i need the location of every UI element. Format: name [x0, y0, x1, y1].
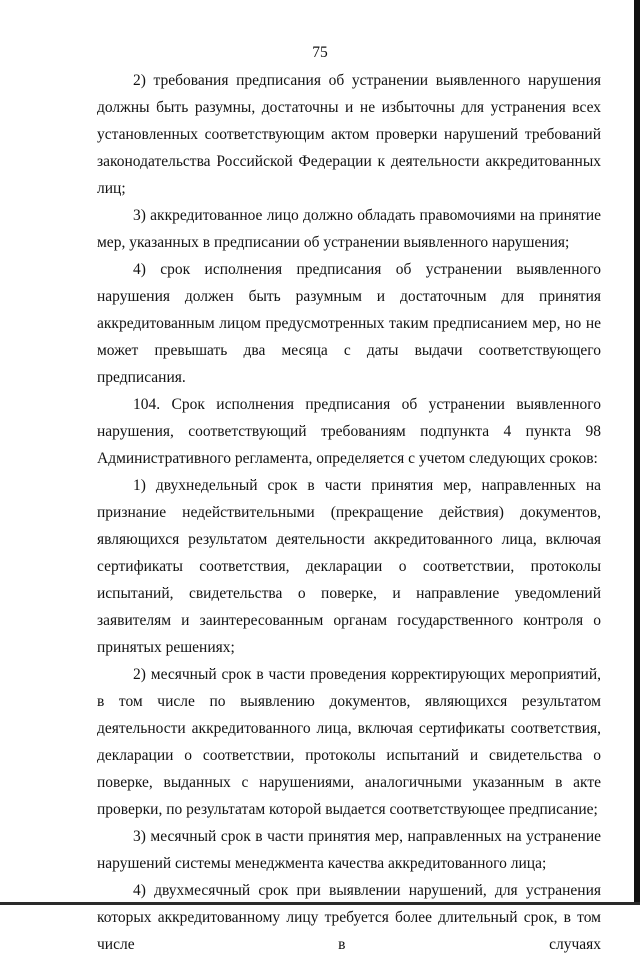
paragraph-requirements-item-2: 2) требования предписания об устранении выявленного нарушения должны быть разумны, достаточны и не избыточны для устранения всех установленных соответствующим актом проверки нарушений требований законодательства Российской Федерации к деятельности аккредитованных лиц; — [97, 72, 601, 197]
paragraph-clause-104: 104. Срок исполнения предписания об устранении выявленного нарушения, соответствующий требованиям подпункта 4 пункта 98 Административного регламента, определяется с учетом следующих сроков: — [97, 396, 601, 467]
scan-edge-right — [634, 0, 640, 905]
paragraph-term-item-1: 1) двухнедельный срок в части принятия мер, направленных на признание недействительными (прекращение действия) документов, являющихся результатом деятельности аккредитованного лица, включая сертификаты соответствия, декларации о соответствии, протоколы испытаний, свидетельства о поверке, и направление уведомлений заявителям и заинтересованным органам государственного контроля о принятых решениях; — [97, 477, 601, 656]
paragraph-requirements-item-4: 4) срок исполнения предписания об устранении выявленного нарушения должен быть разумным и достаточным для принятия аккредитованным лицом предусмотренных таким предписанием мер, но не может превышать два месяца с даты выдачи соответствующего предписания. — [97, 261, 601, 386]
paragraph-term-item-2: 2) месячный срок в части проведения корректирующих мероприятий, в том числе по выявлению документов, являющихся результатом деятельности аккредитованного лица, включая сертификаты соответствия, декларации о соответствии, протоколы испытаний и свидетельства о поверке, выданных с нарушениями, аналогичными указанным в акте проверки, по результатам которой выдается соответствующее предписание; — [97, 666, 601, 818]
document-body — [97, 67, 601, 958]
paragraph-term-item-3: 3) месячный срок в части принятия мер, направленных на устранение нарушений системы менеджмента качества аккредитованного лица; — [97, 828, 601, 872]
paragraph-term-item-4: 4) двухмесячный срок при выявлении нарушений, для устранения которых аккредитованному лицу требуется более длительный срок, в том числе в случаях — [97, 882, 601, 953]
paragraph-requirements-item-3: 3) аккредитованное лицо должно обладать правомочиями на принятие мер, указанных в предписании об устранении выявленного нарушения; — [97, 207, 601, 251]
page-number: 75 — [312, 44, 328, 61]
